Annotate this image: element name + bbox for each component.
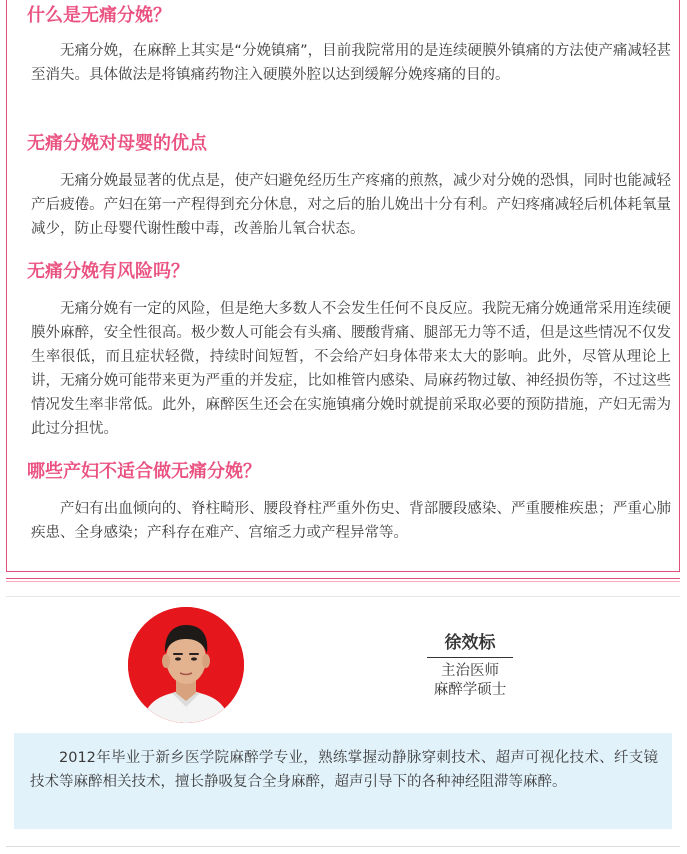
footer-divider <box>6 846 680 847</box>
doctor-name: 徐效标 <box>427 632 513 658</box>
doctor-bio-box <box>14 733 672 829</box>
section-body-risks: 无痛分娩有一定的风险，但是绝大多数人不会发生任何不良反应。我院无痛分娩通常采用连续硬膜外麻醉，安全性很高。极少数人可能会有头痛、腰酸背痛、腿部无力等不适，但是这些情况不仅发生率很低，而且症状轻微，持续时间短暂，不会给产妇身体带来太大的影响。此外，尽管从理论上讲，无痛分娩可能带来更为严重的并发症，比如椎管内感染、局麻药物过敏、神经损伤等，不过这些情况发生率非常低。此外，麻醉医生还会在实施镇痛分娩时就提前采取必要的预防措施，产妇无需为此过分担忧。 <box>31 301 671 437</box>
article-bottom-border <box>6 578 680 579</box>
section-body-what-is: 无痛分娩，在麻醉上其实是“分娩镇痛”，目前我院常用的是连续硬膜外镇痛的方法使产痛减轻甚至消失。具体做法是将镇痛药物注入硬膜外腔以达到缓解分娩疼痛的目的。 <box>31 43 671 83</box>
section-body-benefits: 无痛分娩最显著的优点是，使产妇避免经历生产疼痛的煎熬，减少对分娩的恐惧，同时也能减轻产后疲倦。产妇在第一产程得到充分休息，对之后的胎儿娩出十分有利。产妇疼痛减轻后机体耗氧量减少，防止母婴代谢性酸中毒，改善胎儿氧合状态。 <box>31 173 671 237</box>
doctor-avatar <box>128 607 244 723</box>
section-title-risks: 无痛分娩有风险吗？ <box>27 261 189 282</box>
section-body-unsuitable: 产妇有出血倾向的、脊柱畸形、腰段脊柱严重外伤史、背部腰段感染、严重腰椎疾患；严重心肺疾患、全身感染；产科存在难产、宫缩乏力或产程异常等。 <box>31 501 671 541</box>
doctor-degree: 麻醉学硕士 <box>433 682 507 698</box>
section-title-unsuitable: 哪些产妇不适合做无痛分娩？ <box>27 461 261 482</box>
doctor-portrait-icon <box>128 607 244 723</box>
article-bottom-border-inner <box>6 581 680 582</box>
doctor-title: 主治医师 <box>441 663 499 679</box>
profile-divider <box>6 596 680 597</box>
section-title-what-is: 什么是无痛分娩？ <box>27 5 171 26</box>
doctor-bio-text: 2012年毕业于新乡医学院麻醉学专业，熟练掌握动静脉穿刺技术、超声可视化技术、纤支镜技术等麻醉相关技术，擅长静吸复合全身麻醉，超声引导下的各种神经阻滞等麻醉。 <box>30 750 658 790</box>
article-card <box>6 0 680 572</box>
doctor-info <box>410 632 530 700</box>
section-title-benefits: 无痛分娩对母婴的优点 <box>27 133 207 154</box>
